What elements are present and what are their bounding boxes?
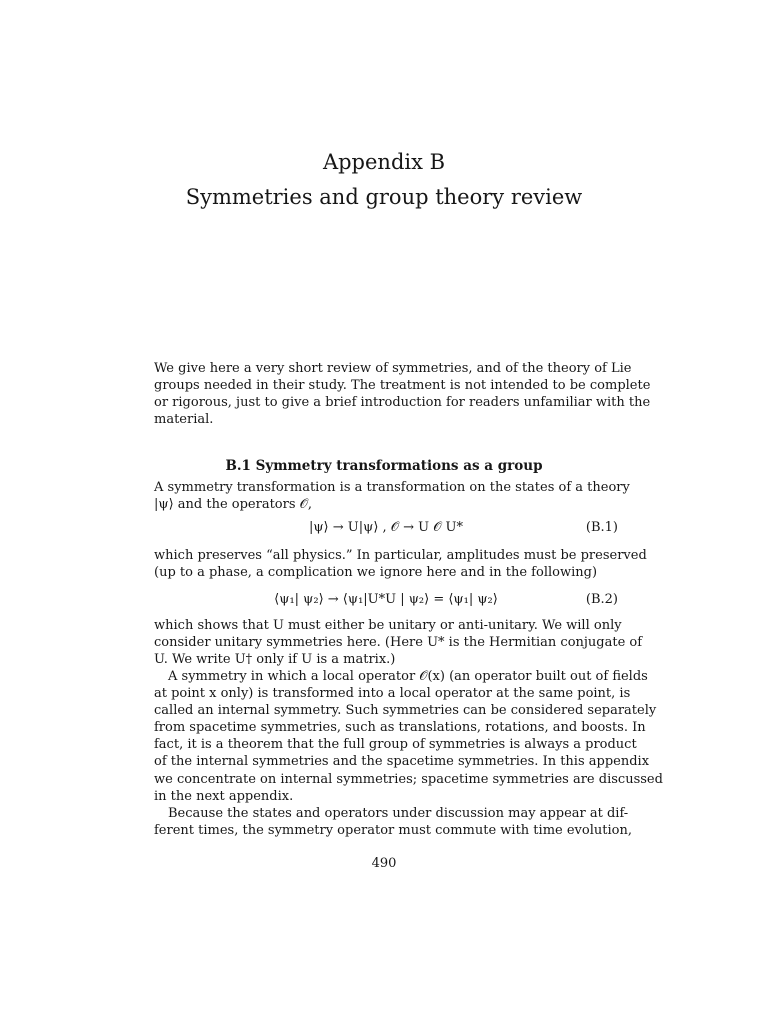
text-line: at point x only) is transformed into a local operator at the same point, is	[154, 686, 631, 702]
text-line: from spacetime symmetries, such as translations, rotations, and boosts. In	[154, 720, 646, 736]
text-line: in the next appendix.	[154, 788, 294, 804]
text-line: called an internal symmetry. Such symmetries can be considered separately	[154, 703, 657, 719]
paragraph-2	[154, 547, 647, 581]
equation-number: (B.2)	[585, 592, 618, 607]
equation-number: (B.1)	[585, 520, 618, 535]
text-line: we concentrate on internal symmetries; spacetime symmetries are discussed	[154, 771, 663, 787]
text-line: A symmetry in which a local operator 𝒪(x) (an operator built out of fields	[168, 669, 648, 684]
equation-body: ⟨ψ₁| ψ₂⟩ → ⟨ψ₁|U*U | ψ₂⟩ = ⟨ψ₁| ψ₂⟩	[274, 592, 498, 607]
page-number: 490	[371, 856, 397, 871]
paragraph-5	[154, 805, 632, 839]
text-line: which shows that U must either be unitary or anti-unitary. We will only	[154, 618, 622, 633]
text-line: ferent times, the symmetry operator must commute with time evolution,	[154, 823, 632, 839]
equation-b2	[154, 592, 618, 612]
text-line: fact, it is a theorem that the full group of symmetries is always a product	[154, 737, 637, 753]
intro-line: material.	[154, 412, 214, 428]
text-line: |ψ⟩ and the operators 𝒪,	[154, 497, 312, 513]
text-line: of the internal symmetries and the spacetime symmetries. In this appendix	[154, 754, 650, 770]
paragraph-1	[154, 479, 630, 513]
text-line: which preserves “all physics.” In particular, amplitudes must be preserved	[154, 548, 647, 563]
text-line: Because the states and operators under discussion may appear at dif-	[168, 806, 629, 821]
chapter-title: Symmetries and group theory review	[185, 185, 583, 209]
intro-line: or rigorous, just to give a brief introduction for readers unfamiliar with the	[154, 395, 651, 411]
text-line: consider unitary symmetries here. (Here U* is the Hermitian conjugate of	[154, 635, 643, 651]
intro-paragraph	[154, 360, 651, 428]
intro-line: We give here a very short review of symmetries, and of the theory of Lie	[154, 361, 632, 376]
equation-body: |ψ⟩ → U|ψ⟩ , 𝒪 → U 𝒪 U*	[308, 520, 464, 535]
chapter-label: Appendix B	[322, 150, 446, 174]
paragraph-4	[154, 668, 663, 805]
paragraph-3	[154, 617, 643, 668]
intro-line: groups needed in their study. The treatment is not intended to be complete	[154, 378, 651, 394]
text-line: U. We write U† only if U is a matrix.)	[154, 652, 396, 668]
section-heading: B.1 Symmetry transformations as a group	[225, 458, 543, 474]
text-line: A symmetry transformation is a transformation on the states of a theory	[154, 480, 630, 495]
equation-b1	[154, 520, 618, 540]
text-line: (up to a phase, a complication we ignore here and in the following)	[154, 565, 598, 581]
